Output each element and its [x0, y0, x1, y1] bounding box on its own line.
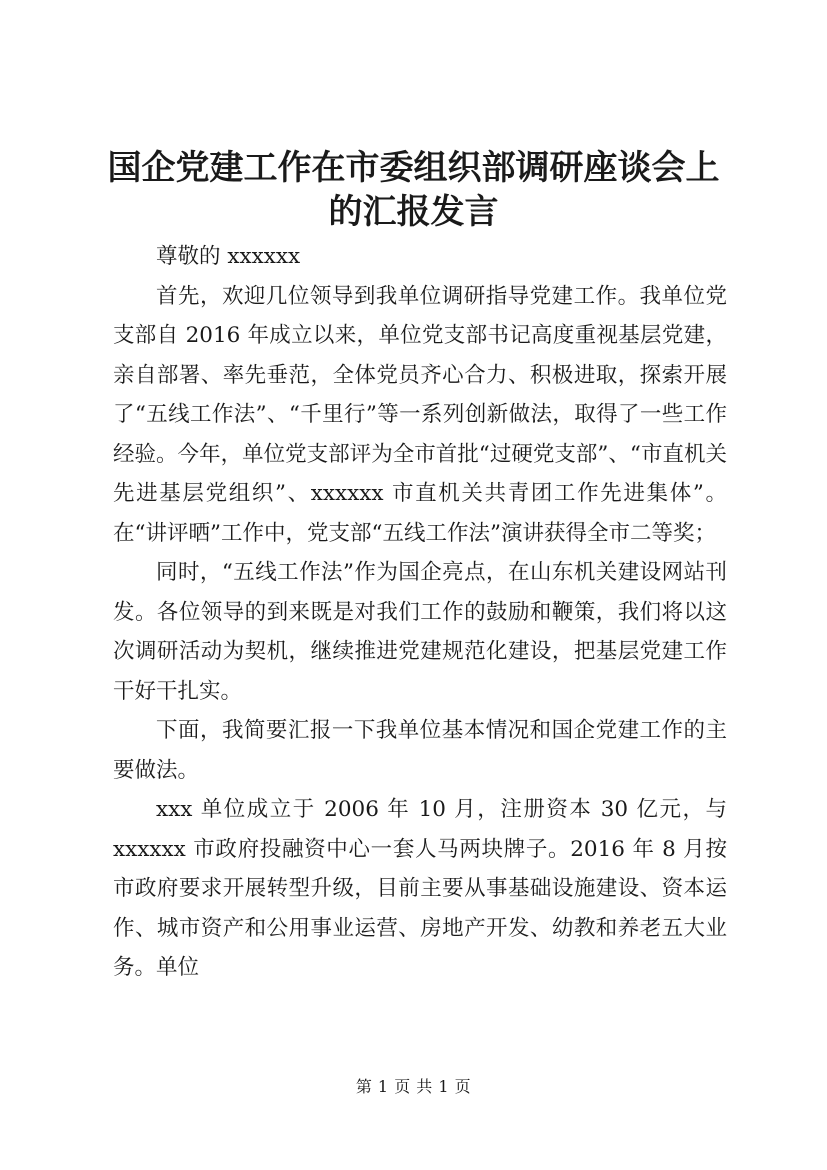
document-body: [113, 237, 727, 988]
document-title: 国企党建工作在市委组织部调研座谈会上的汇报发言: [107, 148, 720, 232]
page-footer: 第 1 页 共 1 页: [355, 1077, 472, 1096]
paragraph-2: 同时，“五线工作法”作为国企亮点，在山东机关建设网站刊发。各位领导的到来既是对我们工作的鼓励和鞭策，我们将以这次调研活动为契机，继续推进党建规范化建设，把基层党建工作干好干扎实。: [113, 560, 727, 704]
paragraph-3: 下面，我简要汇报一下我单位基本情况和国企党建工作的主要做法。: [113, 718, 727, 783]
paragraph-4: xxx 单位成立于 2006 年 10 月，注册资本 30 亿元，与 xxxxxx 市政府投融资中心一套人马两块牌子。2016 年 8 月按市政府要求开展转型升级，目前主要从事基础设施建设、资本运作、城市资产和公用事业运营、房地产开发、幼教和养老五大业务。单位: [113, 797, 727, 980]
salutation: 尊敬的 xxxxxx: [156, 244, 301, 269]
paragraph-1: 首先，欢迎几位领导到我单位调研指导党建工作。我单位党支部自 2016 年成立以来，单位党支部书记高度重视基层党建，亲自部署、率先垂范，全体党员齐心合力、积极进取，探索开展了“五线工作法”、“千里行”等一系列创新做法，取得了一些工作经验。今年，单位党支部评为全市首批“过硬党支部”、“市直机关先进基层党组织”、xxxxxx 市直机关共青团工作先进集体”。在“讲评晒”工作中，党支部“五线工作法”演讲获得全市二等奖；: [113, 283, 727, 546]
